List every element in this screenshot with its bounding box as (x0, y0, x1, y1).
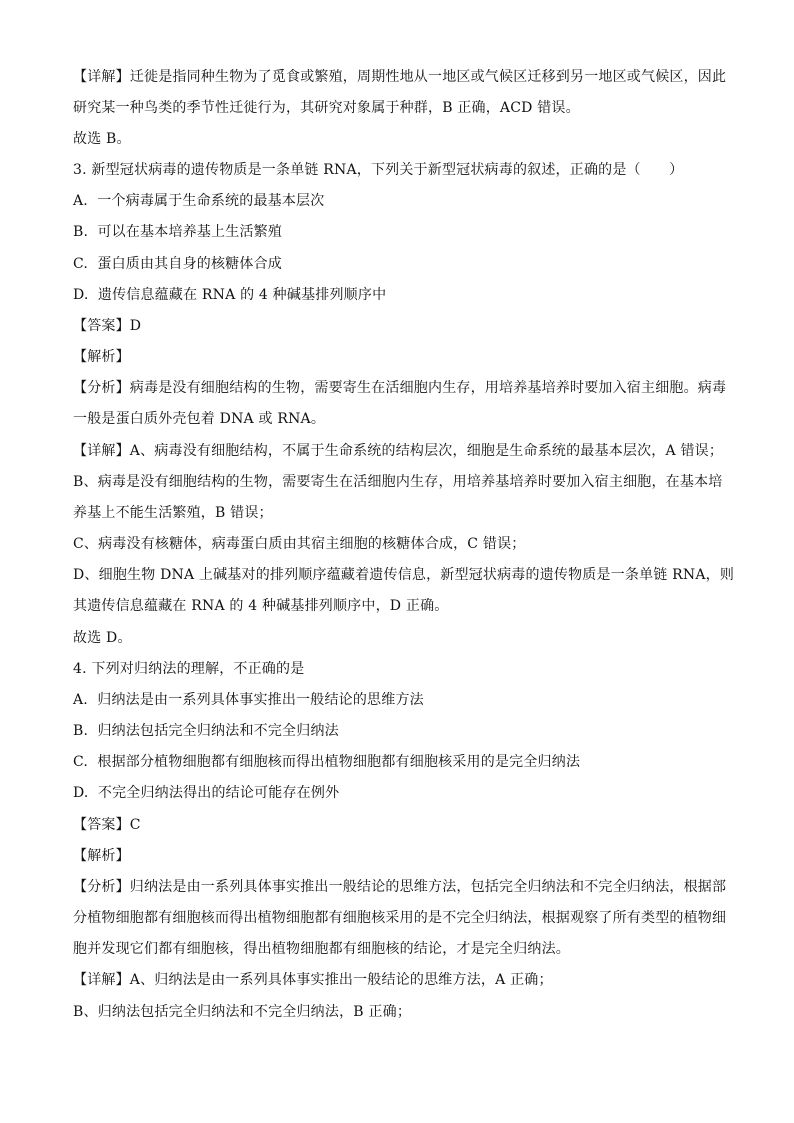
option-b: B. 归纳法包括完全归纳法和不完全归纳法 (73, 723, 339, 739)
text-line: C、病毒没有核糖体，病毒蛋白质由其宿主细胞的核糖体合成，C 错误； (73, 536, 526, 552)
answer-label: 【答案】D (73, 318, 142, 334)
analysis-label: 【解析】 (73, 349, 130, 365)
text-line: 故选 B。 (73, 131, 131, 147)
text-line: 【分析】病毒是没有细胞结构的生物，需要寄生在活细胞内生存，用培养基培养时要加入宿主细胞。病毒 (73, 380, 727, 396)
option-d: D. 遗传信息蕴藏在 RNA 的 4 种碱基排列顺序中 (73, 287, 387, 303)
option-b: B. 可以在基本培养基上生活繁殖 (73, 224, 283, 240)
question-3-stem: 3. 新型冠状病毒的遗传物质是一条单链 RNA，下列关于新型冠状病毒的叙述，正确的是（ ） (73, 162, 684, 178)
text-line: 其遗传信息蕴藏在 RNA 的 4 种碱基排列顺序中，D 正确。 (73, 598, 449, 614)
option-d: D. 不完全归纳法得出的结论可能存在例外 (73, 785, 340, 801)
text-line: 【详解】A、病毒没有细胞结构，不属于生命系统的结构层次，细胞是生命系统的最基本层次，A 错误； (73, 443, 724, 459)
text-line: 养基上不能生活繁殖，B 错误； (73, 505, 273, 521)
text-line: 【详解】A、归纳法是由一系列具体事实推出一般结论的思维方法，A 正确； (73, 972, 553, 988)
option-c: C. 根据部分植物细胞都有细胞核而得出植物细胞都有细胞核采用的是完全归纳法 (73, 754, 581, 770)
text-line: 【详解】迁徙是指同种生物为了觅食或繁殖，周期性地从一地区或气候区迁移到另一地区或气候区，因此 (73, 69, 727, 85)
answer-label: 【答案】C (73, 817, 141, 833)
option-c: C. 蛋白质由其自身的核糖体合成 (73, 256, 282, 272)
option-a: A. 一个病毒属于生命系统的最基本层次 (73, 193, 325, 209)
text-line: 【分析】归纳法是由一系列具体事实推出一般结论的思维方法，包括完全归纳法和不完全归纳法，根据部 (73, 879, 727, 895)
text-line: 胞并发现它们都有细胞核，得出植物细胞都有细胞核的结论，才是完全归纳法。 (73, 941, 570, 957)
text-line: 故选 D。 (73, 630, 132, 646)
text-line: 分植物细胞都有细胞核而得出植物细胞都有细胞核采用的是不完全归纳法，根据观察了所有类型的植物细 (73, 910, 727, 926)
text-line: 研究某一种鸟类的季节性迁徙行为，其研究对象属于种群，B 正确，ACD 错误。 (73, 100, 580, 116)
question-4-stem: 4. 下列对归纳法的理解，不正确的是 (73, 661, 305, 677)
text-line: B、归纳法包括完全归纳法和不完全归纳法，B 正确； (73, 1004, 412, 1020)
text-line: D、细胞生物 DNA 上碱基对的排列顺序蕴藏着遗传信息，新型冠状病毒的遗传物质是一条单链 RNA，则 (73, 567, 735, 583)
analysis-label: 【解析】 (73, 848, 130, 864)
text-line: B、病毒是没有细胞结构的生物，需要寄生在活细胞内生存，用培养基培养时要加入宿主细胞，在基本培 (73, 474, 723, 490)
text-line: 一般是蛋白质外壳包着 DNA 或 RNA。 (73, 411, 326, 427)
option-a: A. 归纳法是由一系列具体事实推出一般结论的思维方法 (73, 692, 424, 708)
